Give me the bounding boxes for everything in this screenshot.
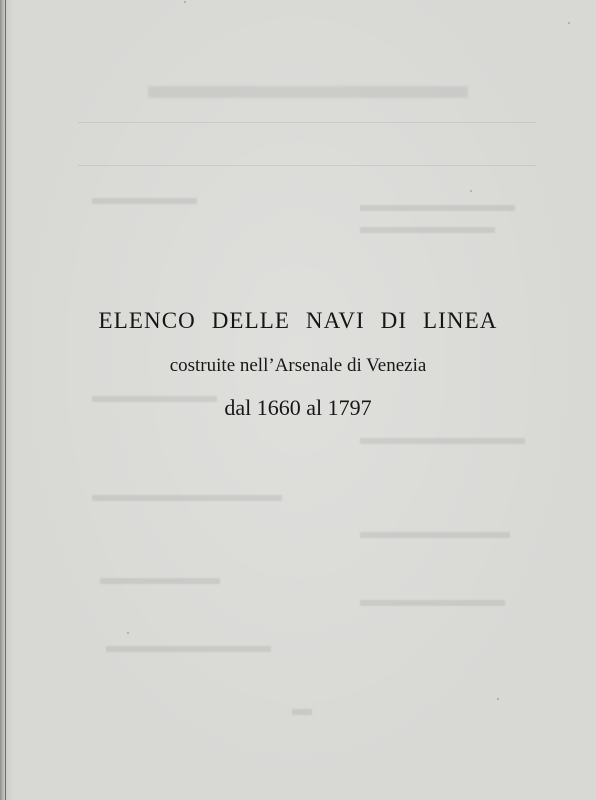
document-date-range: dal 1660 al 1797 <box>224 395 372 420</box>
scan-speck <box>497 698 499 700</box>
scan-speck <box>568 22 570 24</box>
scan-speck <box>184 1 186 3</box>
scan-speck <box>127 632 129 634</box>
scan-speck <box>470 190 472 192</box>
document-title: ELENCO DELLE NAVI DI LINEA <box>98 308 498 333</box>
document-subtitle: costruite nell’Arsenale di Venezia <box>169 355 427 376</box>
